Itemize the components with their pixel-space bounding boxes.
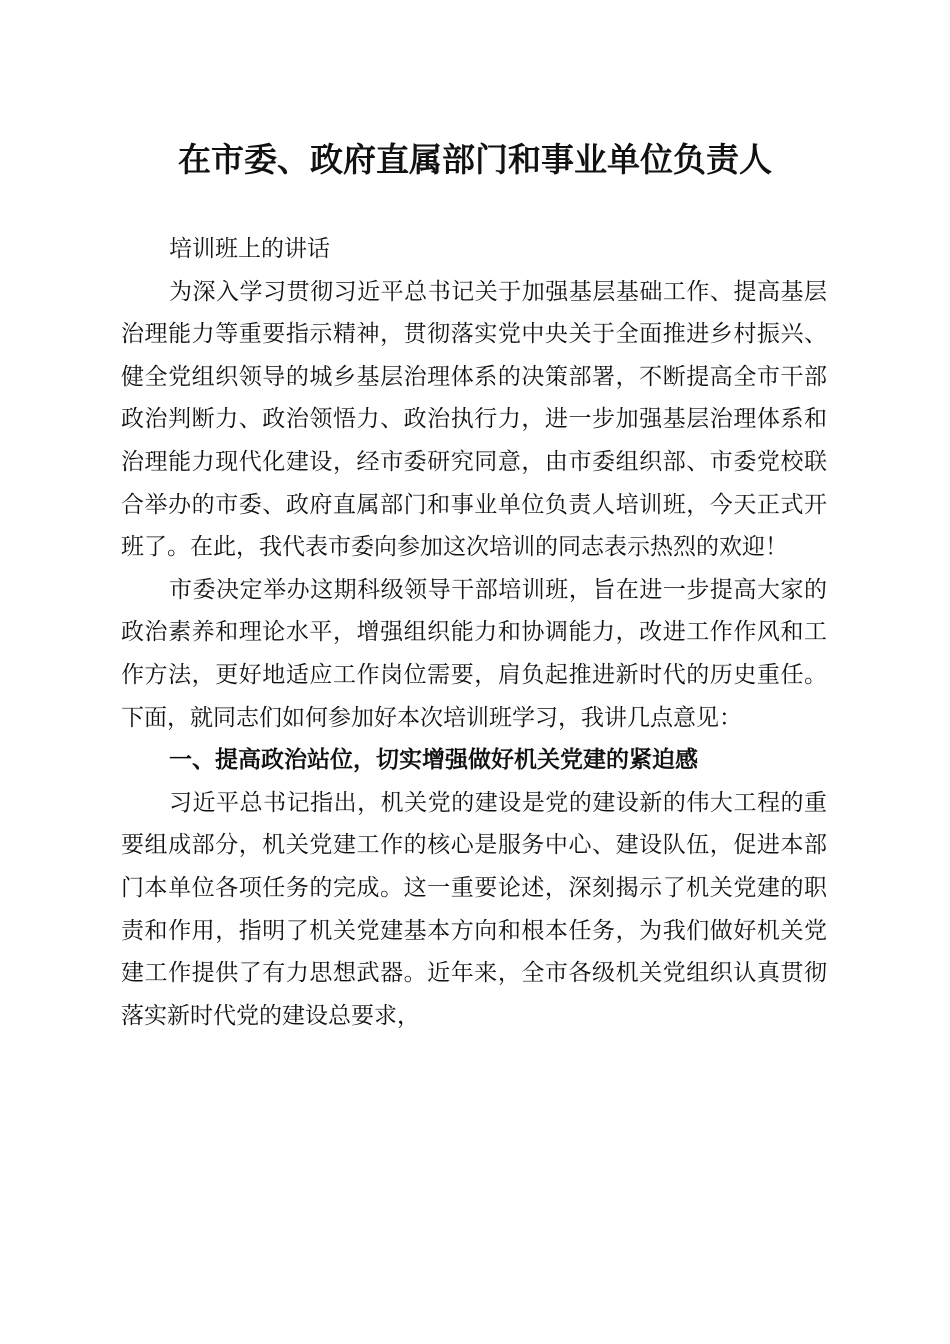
section-heading-1: 一、提高政治站位，切实增强做好机关党建的紧迫感 <box>169 747 698 774</box>
paragraph-1: 为深入学习贯彻习近平总书记关于加强基层基础工作、提高基层治理能力等重要指示精神，贯彻落实党中央关于全面推进乡村振兴、健全党组织领导的城乡基层治理体系的决策部署，不断提高全市干部政治判断力、政治领悟力、政治执行力，进一步加强基层治理体系和治理能力现代化建设，经市委研究同意，由市委组织部、市委党校联合举办的市委、政府直属部门和事业单位负责人培训班，今天正式开班了。在此，我代表市委向参加这次培训的同志表示热烈的欢迎！ <box>121 278 827 561</box>
paragraph-2: 市委决定举办这期科级领导干部培训班，旨在进一步提高大家的政治素养和理论水平，增强组织能力和协调能力，改进工作作风和工作方法，更好地适应工作岗位需要，肩负起推进新时代的历史重任。下面，就同志们如何参加好本次培训班学习，我讲几点意见： <box>121 576 827 731</box>
document-body <box>121 228 827 1037</box>
document-title: 在市委、政府直属部门和事业单位负责人 <box>178 140 772 179</box>
paragraph-3: 习近平总书记指出，机关党的建设是党的建设新的伟大工程的重要组成部分，机关党建工作的核心是服务中心、建设队伍，促进本部门本单位各项任务的完成。这一重要论述，深刻揭示了机关党建的职责和作用，指明了机关党建基本方向和根本任务，为我们做好机关党建工作提供了有力思想武器。近年来，全市各级机关党组织认真贯彻落实新时代党的建设总要求， <box>121 789 827 1029</box>
subtitle-line: 培训班上的讲话 <box>169 236 330 262</box>
